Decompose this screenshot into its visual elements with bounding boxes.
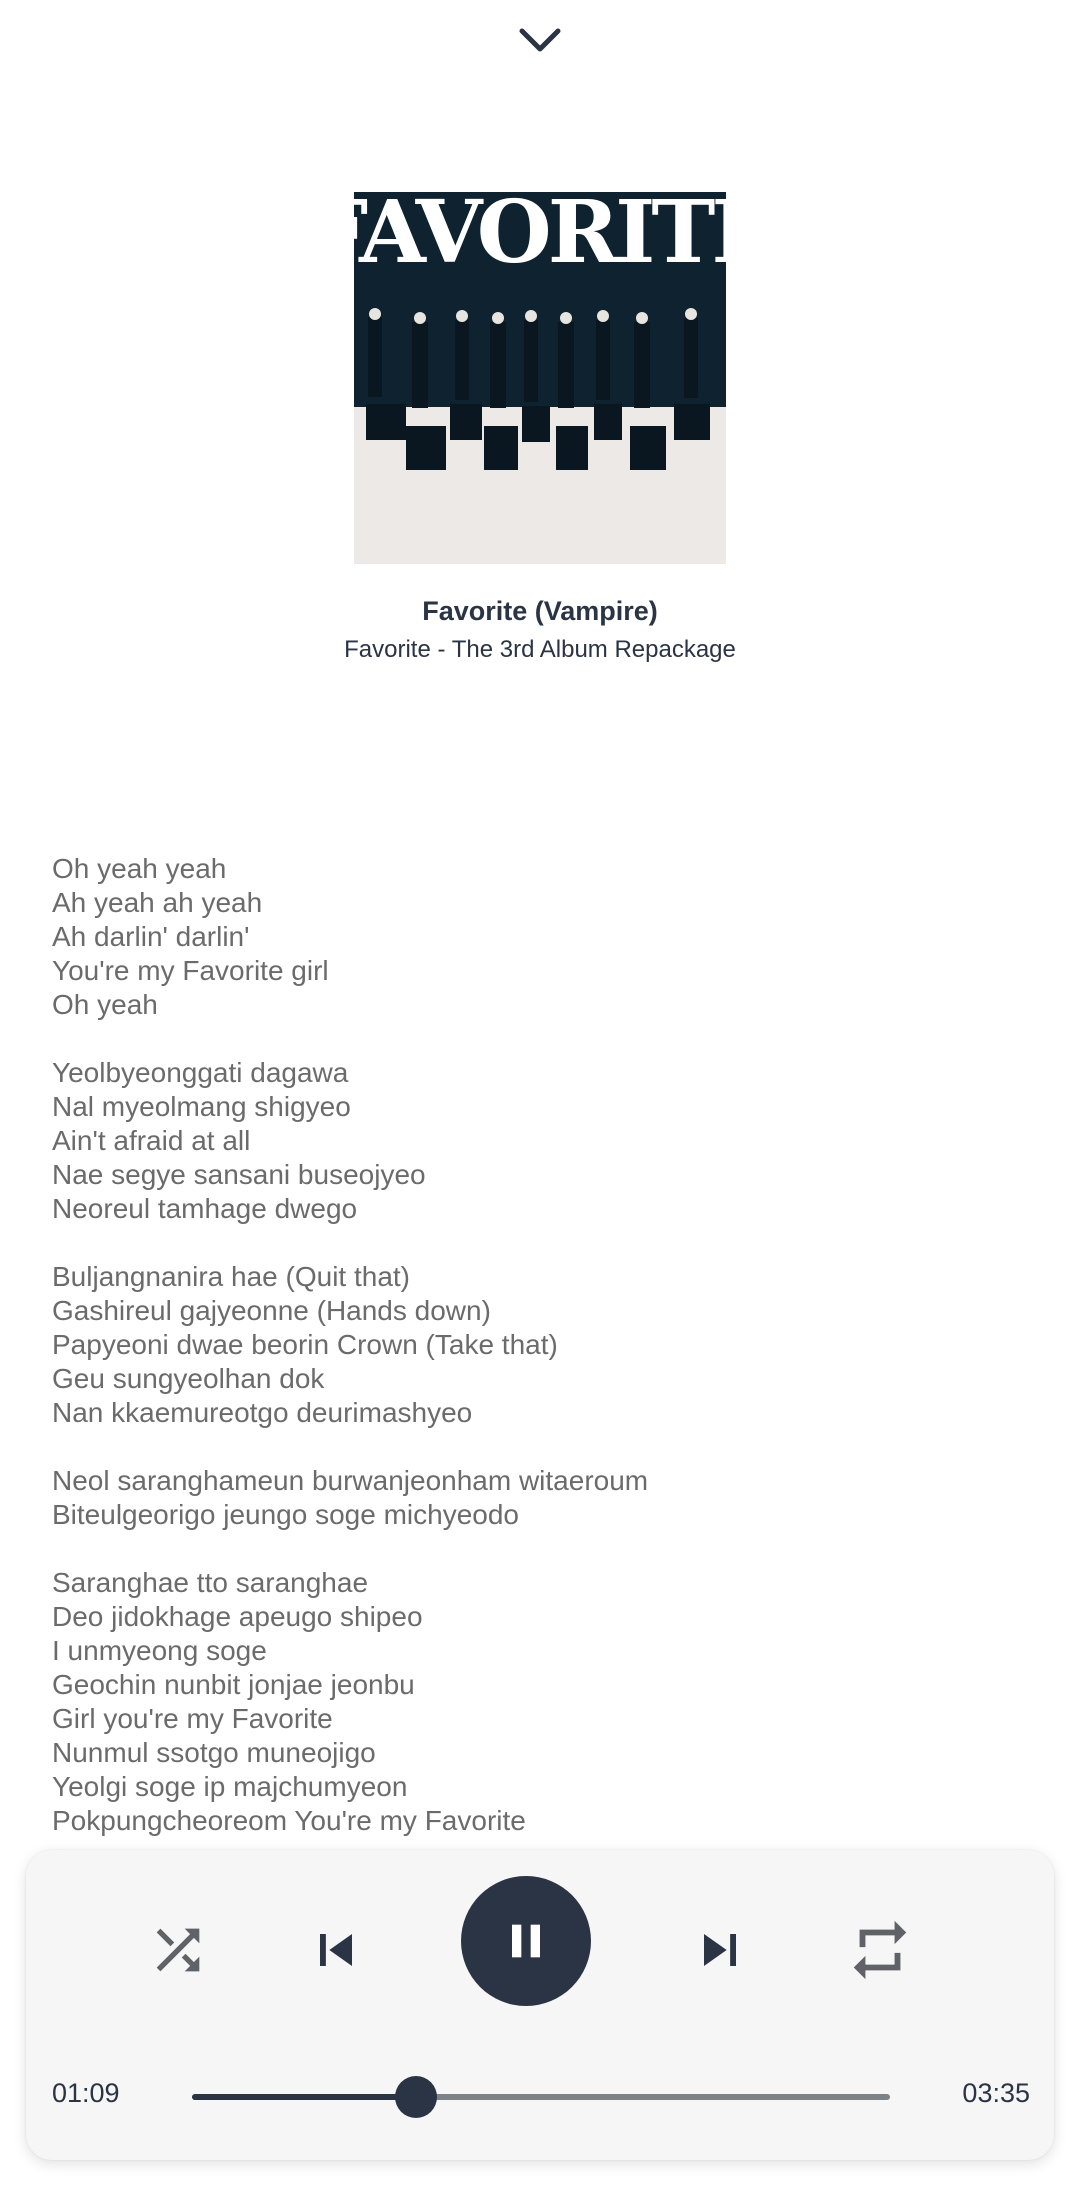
lyric-line: Biteulgeorigo jeungo soge michyeodo	[52, 1499, 519, 1530]
lyric-line: Buljangnanira hae (Quit that)	[52, 1261, 410, 1292]
lyrics-stanza	[52, 852, 1032, 1022]
skip-next-icon	[688, 1918, 752, 1982]
lyric-line: Yeolbyeonggati dagawa	[52, 1057, 349, 1088]
playback-controls-panel	[26, 1850, 1054, 2160]
previous-track-button[interactable]	[296, 1910, 376, 1990]
lyric-line: Geochin nunbit jonjae jeonbu	[52, 1669, 415, 1700]
lyric-line: I unmyeong soge	[52, 1635, 267, 1666]
shuffle-icon	[146, 1918, 210, 1982]
lyric-line: Oh yeah	[52, 989, 158, 1020]
lyric-line: Gashireul gajyeonne (Hands down)	[52, 1295, 491, 1326]
lyric-line: Nae segye sansani buseojyeo	[52, 1159, 426, 1190]
lyric-line: Girl you're my Favorite	[52, 1703, 333, 1734]
lyric-line: You're my Favorite girl	[52, 955, 329, 986]
collapse-player-button[interactable]	[510, 15, 570, 65]
repeat-button[interactable]	[840, 1910, 920, 1990]
lyrics-stanza	[52, 1260, 1032, 1430]
lyric-line: Ah yeah ah yeah	[52, 887, 263, 918]
lyric-line: Neoreul tamhage dwego	[52, 1193, 358, 1224]
lyric-line: Deo jidokhage apeugo shipeo	[52, 1601, 423, 1632]
lyric-line: Geu sungyeolhan dok	[52, 1363, 325, 1394]
play-pause-button[interactable]	[461, 1876, 591, 2006]
lyrics-view[interactable]	[52, 852, 1032, 1836]
lyric-line: Neol saranghameun burwanjeonham witaeroum	[52, 1465, 649, 1496]
next-track-button[interactable]	[680, 1910, 760, 1990]
seek-bar-thumb[interactable]	[395, 2076, 437, 2118]
lyric-line: Yeolgi soge ip majchumyeon	[52, 1771, 408, 1802]
chevron-down-icon	[517, 25, 563, 55]
pause-icon	[498, 1913, 554, 1969]
seek-bar-progress	[192, 2094, 416, 2100]
lyric-line: Papyeoni dwae beorin Crown (Take that)	[52, 1329, 558, 1360]
lyric-line: Pokpungcheoreom You're my Favorite	[52, 1805, 526, 1836]
lyric-line: Nan kkaemureotgo deurimashyeo	[52, 1397, 473, 1428]
total-duration: 03:35	[962, 2078, 1030, 2108]
elapsed-time: 01:09	[52, 2078, 120, 2108]
lyrics-stanza	[52, 1464, 1032, 1532]
repeat-icon	[845, 1915, 915, 1985]
shuffle-button[interactable]	[138, 1910, 218, 1990]
lyrics-stanza	[52, 1566, 1032, 1838]
lyric-line: Ain't afraid at all	[52, 1125, 251, 1156]
lyrics-stanza	[52, 1056, 1032, 1226]
lyric-line: Ah darlin' darlin'	[52, 921, 250, 952]
lyric-line: Saranghae tto saranghae	[52, 1567, 369, 1598]
lyric-line: Oh yeah yeah	[52, 853, 227, 884]
lyric-line: Nunmul ssotgo muneojigo	[52, 1737, 376, 1768]
album-name: Favorite - The 3rd Album Repackage	[344, 636, 736, 663]
album-art	[307, 182, 773, 564]
skip-previous-icon	[304, 1918, 368, 1982]
song-title: Favorite (Vampire)	[422, 596, 658, 626]
lyric-line: Nal myeolmang shigyeo	[52, 1091, 351, 1122]
seek-bar[interactable]	[192, 2094, 890, 2100]
album-art-text: FAVORITE	[307, 182, 773, 283]
